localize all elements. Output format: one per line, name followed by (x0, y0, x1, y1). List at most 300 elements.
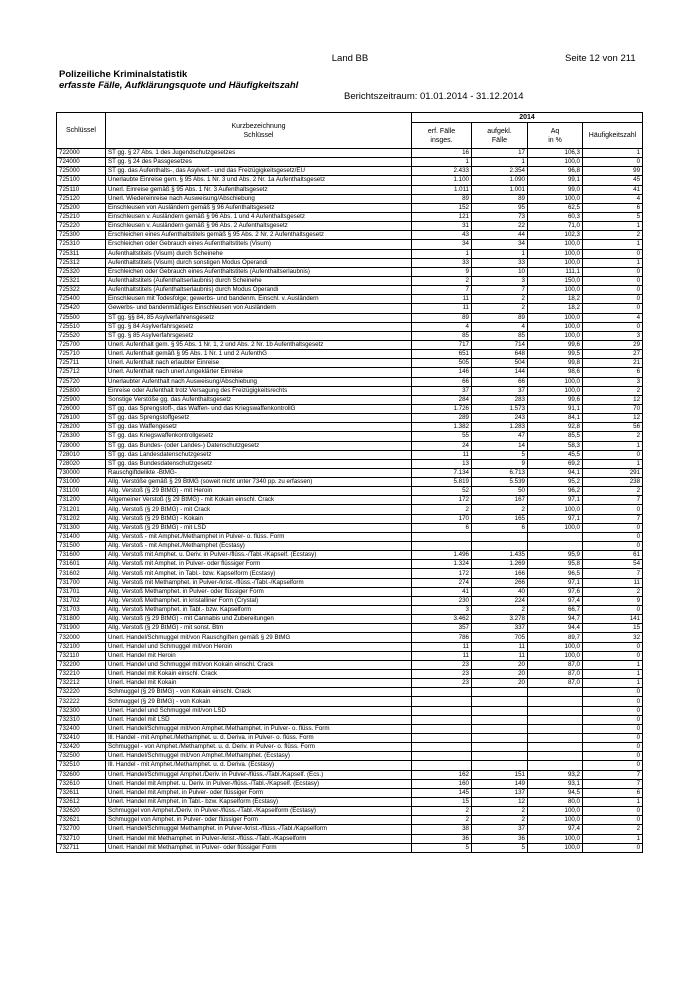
row-key: 725710 (57, 350, 106, 359)
row-solved: 167 (472, 496, 528, 505)
row-cases: 34 (412, 240, 472, 249)
row-aq: 100,0 (528, 331, 583, 340)
row-aq: 99,8 (528, 359, 583, 368)
row-solved: 224 (472, 596, 528, 605)
row-hz: 3 (583, 377, 643, 386)
row-name: Unerl. Handel/Schmuggel Amphet./Deriv. in Pulver-/flüss.-/Tabl./Kapself. (Ecs.) (106, 770, 412, 779)
row-hz: 1 (583, 149, 643, 158)
table-row (57, 587, 643, 596)
row-cases (412, 688, 472, 697)
table-row (57, 167, 643, 176)
row-aq: 100,0 (528, 386, 583, 395)
row-key: 725420 (57, 304, 106, 313)
row-aq: 100,0 (528, 258, 583, 267)
table-row (57, 633, 643, 642)
row-key: 725400 (57, 295, 106, 304)
row-cases: 11 (412, 450, 472, 459)
row-aq: 94,1 (528, 468, 583, 477)
row-aq: 100,0 (528, 377, 583, 386)
row-solved: 17 (472, 149, 528, 158)
row-hz: 2 (583, 231, 643, 240)
row-name: ST gg. § 85 Asylverfahrsgesetz (106, 331, 412, 340)
row-name: Unerl. Handel mit Heroin (106, 651, 412, 660)
row-key: 732621 (57, 816, 106, 825)
table-row (57, 715, 643, 724)
row-hz: 1 (583, 459, 643, 468)
row-aq: 100,0 (528, 322, 583, 331)
row-name: Allg. Verstöße gemäß § 29 BtMG (soweit nicht unter 7340 pp. zu erfassen) (106, 478, 412, 487)
row-key: 724000 (57, 158, 106, 167)
row-cases: 11 (412, 651, 472, 660)
row-aq (528, 542, 583, 551)
row-name: ST gg. das Kriegswaffenkontrollgesetz (106, 432, 412, 441)
row-solved: 66 (472, 377, 528, 386)
row-cases: 274 (412, 578, 472, 587)
row-aq (528, 752, 583, 761)
row-aq: 69,2 (528, 459, 583, 468)
row-cases (412, 697, 472, 706)
row-cases: 651 (412, 350, 472, 359)
row-name: Einschleusen mit Todesfolge; gewerbs- und bandenm. Einschl. v. Ausländern (106, 295, 412, 304)
row-hz: 0 (583, 743, 643, 752)
row-hz: 2 (583, 587, 643, 596)
row-name: ST gg. §§ 84, 85 Asylverfahrensgesetz (106, 313, 412, 322)
table-row (57, 596, 643, 605)
table-row (57, 441, 643, 450)
row-cases: 23 (412, 670, 472, 679)
row-hz: 12 (583, 414, 643, 423)
row-cases: 4 (412, 322, 472, 331)
row-aq: 92,8 (528, 423, 583, 432)
row-solved: 5 (472, 843, 528, 852)
table-row (57, 432, 643, 441)
row-aq: 100,0 (528, 505, 583, 514)
row-cases: 1 (412, 249, 472, 258)
row-key: 725711 (57, 359, 106, 368)
row-cases: 11 (412, 295, 472, 304)
row-solved: 36 (472, 834, 528, 843)
row-key: 731000 (57, 478, 106, 487)
row-aq: 100,0 (528, 240, 583, 249)
table-row (57, 770, 643, 779)
row-key: 731400 (57, 532, 106, 541)
report-title: Polizeiliche Kriminalstatistik (59, 69, 188, 80)
row-solved: 11 (472, 651, 528, 660)
row-name: Ill. Handel - mit Amphet./Methamphet. u. d. Deriva. (Ecstasy) (106, 761, 412, 770)
header-key: Schlüssel (57, 113, 106, 149)
row-hz: 0 (583, 715, 643, 724)
row-solved: 89 (472, 313, 528, 322)
row-aq: 100,0 (528, 194, 583, 203)
row-solved (472, 734, 528, 743)
row-key: 731900 (57, 624, 106, 633)
row-key: 725110 (57, 185, 106, 194)
row-hz: 0 (583, 450, 643, 459)
row-hz: 0 (583, 688, 643, 697)
row-solved: 151 (472, 770, 528, 779)
row-cases: 505 (412, 359, 472, 368)
row-hz: 9 (583, 596, 643, 605)
row-key: 732600 (57, 770, 106, 779)
row-hz: 41 (583, 185, 643, 194)
row-hz: 1 (583, 240, 643, 249)
row-name: Allg. Verstoß (§ 29 BtMG) - mit Crack (106, 505, 412, 514)
row-name: Unerl. Handel/Schmuggel mit/von Amphet./Methamphet. (Ecstasy) (106, 752, 412, 761)
table-row (57, 359, 643, 368)
row-cases: 2 (412, 505, 472, 514)
table-row (57, 340, 643, 349)
row-hz: 12 (583, 395, 643, 404)
row-solved: 20 (472, 660, 528, 669)
row-aq: 97,4 (528, 825, 583, 834)
row-hz: 1 (583, 670, 643, 679)
row-key: 725510 (57, 322, 106, 331)
row-key: 731700 (57, 578, 106, 587)
row-hz: 0 (583, 697, 643, 706)
row-solved: 144 (472, 368, 528, 377)
row-hz: 7 (583, 770, 643, 779)
row-hz: 7 (583, 496, 643, 505)
row-cases: 172 (412, 569, 472, 578)
row-key: 725520 (57, 331, 106, 340)
row-aq: 100,0 (528, 834, 583, 843)
row-aq (528, 761, 583, 770)
row-aq: 100,0 (528, 286, 583, 295)
table-row (57, 459, 643, 468)
row-name: Allg. Verstoß Methamphet. in kristalliner Form (Crystal) (106, 596, 412, 605)
row-key: 722000 (57, 149, 106, 158)
row-hz: 0 (583, 505, 643, 514)
row-solved (472, 542, 528, 551)
row-key: 732711 (57, 843, 106, 852)
row-hz: 0 (583, 532, 643, 541)
row-key: 726200 (57, 423, 106, 432)
row-hz: 7 (583, 514, 643, 523)
row-solved: 2.354 (472, 167, 528, 176)
row-hz: 4 (583, 313, 643, 322)
row-cases: 89 (412, 194, 472, 203)
row-solved: 166 (472, 569, 528, 578)
row-solved (472, 724, 528, 733)
row-key: 726300 (57, 432, 106, 441)
row-cases: 357 (412, 624, 472, 633)
row-name: Unerl. Handel mit Amphet. in Tabl.- bzw. Kapselform (Ecstasy) (106, 797, 412, 806)
row-aq: 95,2 (528, 478, 583, 487)
table-row (57, 542, 643, 551)
row-cases: 162 (412, 770, 472, 779)
row-cases: 9 (412, 267, 472, 276)
row-hz: 7 (583, 569, 643, 578)
row-solved (472, 706, 528, 715)
row-solved: 2 (472, 807, 528, 816)
row-aq: 100,0 (528, 523, 583, 532)
row-cases (412, 715, 472, 724)
row-name: Unerl. Handel mit Kokain einschl. Crack (106, 670, 412, 679)
row-aq (528, 697, 583, 706)
row-solved: 5.539 (472, 478, 528, 487)
row-hz: 0 (583, 249, 643, 258)
row-solved: 1.090 (472, 176, 528, 185)
row-cases: 2 (412, 807, 472, 816)
row-aq: 100,0 (528, 158, 583, 167)
row-hz: 1 (583, 797, 643, 806)
row-aq: 85,5 (528, 432, 583, 441)
row-solved: 12 (472, 797, 528, 806)
row-aq (528, 743, 583, 752)
row-name: Allg. Verstoß (§ 29 BtMG) - mit sonst. Btm (106, 624, 412, 633)
row-hz: 0 (583, 651, 643, 660)
row-name: Allg. Verstoß (§ 29 BtMG) - mit Cannabis und Zubereitungen (106, 615, 412, 624)
row-name: Rauschgiftdelikte -BtMG- (106, 468, 412, 477)
row-name: ST gg. § 27 Abs. 1 des Jugendschutzgesetzes (106, 149, 412, 158)
row-name: Unerl. Handel und Schmuggel mit/von Kokain einschl. Crack (106, 660, 412, 669)
row-aq: 97,6 (528, 587, 583, 596)
reporting-period: Berichtszeitraum: 01.01.2014 - 31.12.2014 (344, 91, 524, 102)
row-hz: 6 (583, 788, 643, 797)
table-row (57, 404, 643, 413)
state-label: Land BB (331, 53, 369, 64)
table-row (57, 642, 643, 651)
row-name: ST gg. § 24 des Passgesetzes (106, 158, 412, 167)
row-hz: 6 (583, 203, 643, 212)
table-row (57, 149, 643, 158)
row-cases (412, 542, 472, 551)
row-key: 726100 (57, 414, 106, 423)
row-key: 725210 (57, 212, 106, 221)
row-solved: 1.435 (472, 551, 528, 560)
table-row (57, 560, 643, 569)
row-aq: 100,0 (528, 651, 583, 660)
row-name: Unerl. Wiedereinreise nach Ausweisung/Abschiebung (106, 194, 412, 203)
table-row (57, 395, 643, 404)
table-row (57, 496, 643, 505)
row-cases: 786 (412, 633, 472, 642)
row-solved: 1.573 (472, 404, 528, 413)
row-aq (528, 734, 583, 743)
row-key: 732611 (57, 788, 106, 797)
row-solved (472, 752, 528, 761)
row-cases (412, 743, 472, 752)
row-cases: 11 (412, 304, 472, 313)
row-cases: 284 (412, 395, 472, 404)
table-row (57, 660, 643, 669)
row-name: Einreise oder Aufenthalt trotz Versagung des Freizügigkeitsrechts (106, 386, 412, 395)
row-name: Unerl. Handel und Schmuggel mit/von LSD (106, 706, 412, 715)
row-aq: 99,0 (528, 185, 583, 194)
row-hz: 70 (583, 404, 643, 413)
row-key: 731500 (57, 542, 106, 551)
row-key: 732100 (57, 642, 106, 651)
row-name: Unerl. Einreise gemäß § 95 Abs. 1 Nr. 3 Aufenthaltsgesetz (106, 185, 412, 194)
row-aq: 99,6 (528, 395, 583, 404)
row-key: 725312 (57, 258, 106, 267)
row-aq: 100,0 (528, 642, 583, 651)
row-name: Schmuggel (§ 29 BtMG) - von Kokain (106, 697, 412, 706)
row-aq (528, 715, 583, 724)
row-hz: 1 (583, 679, 643, 688)
row-hz: 0 (583, 267, 643, 276)
row-aq: 62,5 (528, 203, 583, 212)
row-hz: 0 (583, 734, 643, 743)
row-key: 731703 (57, 606, 106, 615)
row-hz: 7 (583, 779, 643, 788)
row-hz: 0 (583, 816, 643, 825)
table-row (57, 797, 643, 806)
row-hz: 29 (583, 340, 643, 349)
row-key: 732510 (57, 761, 106, 770)
row-name: ST gg. das Waffengesetz (106, 423, 412, 432)
row-key: 725311 (57, 249, 106, 258)
row-key: 732000 (57, 633, 106, 642)
row-aq: 100,0 (528, 816, 583, 825)
row-cases: 1.382 (412, 423, 472, 432)
row-name: Unerl. Handel mit Kokain (106, 679, 412, 688)
row-key: 731600 (57, 551, 106, 560)
row-aq: 87,0 (528, 670, 583, 679)
row-solved: 89 (472, 194, 528, 203)
row-solved: 6.713 (472, 468, 528, 477)
row-solved: 11 (472, 642, 528, 651)
row-cases: 3 (412, 606, 472, 615)
row-aq: 99,5 (528, 350, 583, 359)
table-row (57, 816, 643, 825)
row-cases: 23 (412, 679, 472, 688)
row-solved: 504 (472, 359, 528, 368)
row-cases: 55 (412, 432, 472, 441)
row-aq: 94,7 (528, 615, 583, 624)
row-key: 731800 (57, 615, 106, 624)
table-row (57, 231, 643, 240)
row-aq: 100,0 (528, 807, 583, 816)
row-aq: 96,5 (528, 569, 583, 578)
row-hz: 0 (583, 807, 643, 816)
row-key: 732420 (57, 743, 106, 752)
row-aq: 100,0 (528, 249, 583, 258)
row-key: 732210 (57, 670, 106, 679)
row-hz: 0 (583, 295, 643, 304)
table-row (57, 386, 643, 395)
row-cases: 2 (412, 276, 472, 285)
row-key: 732110 (57, 651, 106, 660)
row-hz: 2 (583, 825, 643, 834)
row-key: 725800 (57, 386, 106, 395)
row-solved: 137 (472, 788, 528, 797)
table-row (57, 158, 643, 167)
row-hz: 291 (583, 468, 643, 477)
row-name: Gewerbs- und bandenmäßiges Einschleusen von Ausländern (106, 304, 412, 313)
row-name: Allg. Verstoß (§ 29 BtMG) - mit LSD (106, 523, 412, 532)
row-cases: 85 (412, 331, 472, 340)
row-key: 725712 (57, 368, 106, 377)
row-key: 731300 (57, 523, 106, 532)
row-name: ST gg. § 84 Asylverfahrsgesetz (106, 322, 412, 331)
table-row (57, 176, 643, 185)
row-hz: 0 (583, 752, 643, 761)
row-key: 725300 (57, 231, 106, 240)
table-row (57, 203, 643, 212)
table-row (57, 606, 643, 615)
row-cases (412, 724, 472, 733)
table-row (57, 368, 643, 377)
table-row (57, 249, 643, 258)
row-key: 732310 (57, 715, 106, 724)
row-name: Erschleichen eines Aufenthaltstitels gemäß § 95 Abs. 2 Nr. 2 Aufenthaltsgesetz (106, 231, 412, 240)
row-name: Allg. Verstoß mit Amphet. u. Deriv. in Pulver-/flüss.-/Tabl.-/Kapself. (Ecstasy) (106, 551, 412, 560)
row-cases (412, 761, 472, 770)
row-key: 732410 (57, 734, 106, 743)
row-solved: 648 (472, 350, 528, 359)
row-key: 731702 (57, 596, 106, 605)
row-key: 732500 (57, 752, 106, 761)
row-hz: 0 (583, 286, 643, 295)
row-solved (472, 532, 528, 541)
row-cases: 146 (412, 368, 472, 377)
row-solved: 2 (472, 304, 528, 313)
row-hz: 0 (583, 761, 643, 770)
table-row (57, 222, 643, 231)
row-name: Einschleusen v. Ausländern gemäß § 96 Abs. 2 Aufenthaltsgesetz (106, 222, 412, 231)
row-solved: 10 (472, 267, 528, 276)
row-name: Sonstige Verstöße gg. das Aufenthaltsgesetz (106, 395, 412, 404)
row-aq: 94,4 (528, 624, 583, 633)
row-aq: 96,2 (528, 487, 583, 496)
table-row (57, 276, 643, 285)
row-hz: 2 (583, 487, 643, 496)
row-solved: 85 (472, 331, 528, 340)
row-name: Schmuggel (§ 29 BtMG) - von Kokain einschl. Crack (106, 688, 412, 697)
row-cases: 43 (412, 231, 472, 240)
row-key: 725310 (57, 240, 106, 249)
row-key: 725320 (57, 267, 106, 276)
row-name: Allg. Verstoß (§ 29 BtMG) - Kokain (106, 514, 412, 523)
row-solved: 2 (472, 816, 528, 825)
row-aq: 106,3 (528, 149, 583, 158)
row-name: ST gg. das Bundesdatenschutzgesetz (106, 459, 412, 468)
row-name: Unerl. Handel mit Methamphet. in Pulver- oder flüssiger Form (106, 843, 412, 852)
table-row (57, 423, 643, 432)
table-row (57, 523, 643, 532)
row-cases: 1.011 (412, 185, 472, 194)
row-key: 725120 (57, 194, 106, 203)
row-solved: 14 (472, 441, 528, 450)
row-aq: 97,1 (528, 496, 583, 505)
table-row (57, 679, 643, 688)
row-name: Unerl. Handel mit Amphet. in Pulver- oder flüssiger Form (106, 788, 412, 797)
row-hz: 4 (583, 194, 643, 203)
table-row (57, 569, 643, 578)
row-name: Aufenthaltstitels (Aufenthaltserlaubnis) durch Scheinehe (106, 276, 412, 285)
row-name: Erschleichen oder Gebrauch eines Aufenthaltstitels (Visum) (106, 240, 412, 249)
row-hz: 56 (583, 423, 643, 432)
table-row (57, 734, 643, 743)
row-cases: 13 (412, 459, 472, 468)
row-solved: 2 (472, 606, 528, 615)
row-cases: 38 (412, 825, 472, 834)
row-key: 728020 (57, 459, 106, 468)
table-row (57, 185, 643, 194)
row-name: Schmuggel - von Amphet./Methamphet. u. d. Deriv. in Pulver- o. flüss. Form (106, 743, 412, 752)
row-cases (412, 532, 472, 541)
row-solved: 33 (472, 258, 528, 267)
row-name: ST gg. das Bundes- (oder Landes-) Datenschutzgesetz (106, 441, 412, 450)
row-solved: 5 (472, 450, 528, 459)
row-solved: 20 (472, 670, 528, 679)
row-cases: 3.462 (412, 615, 472, 624)
row-aq: 66,7 (528, 606, 583, 615)
row-hz: 54 (583, 560, 643, 569)
row-solved: 149 (472, 779, 528, 788)
row-name: Allg. Verstoß Methamphet. in Tabl.- bzw. Kapselform (106, 606, 412, 615)
